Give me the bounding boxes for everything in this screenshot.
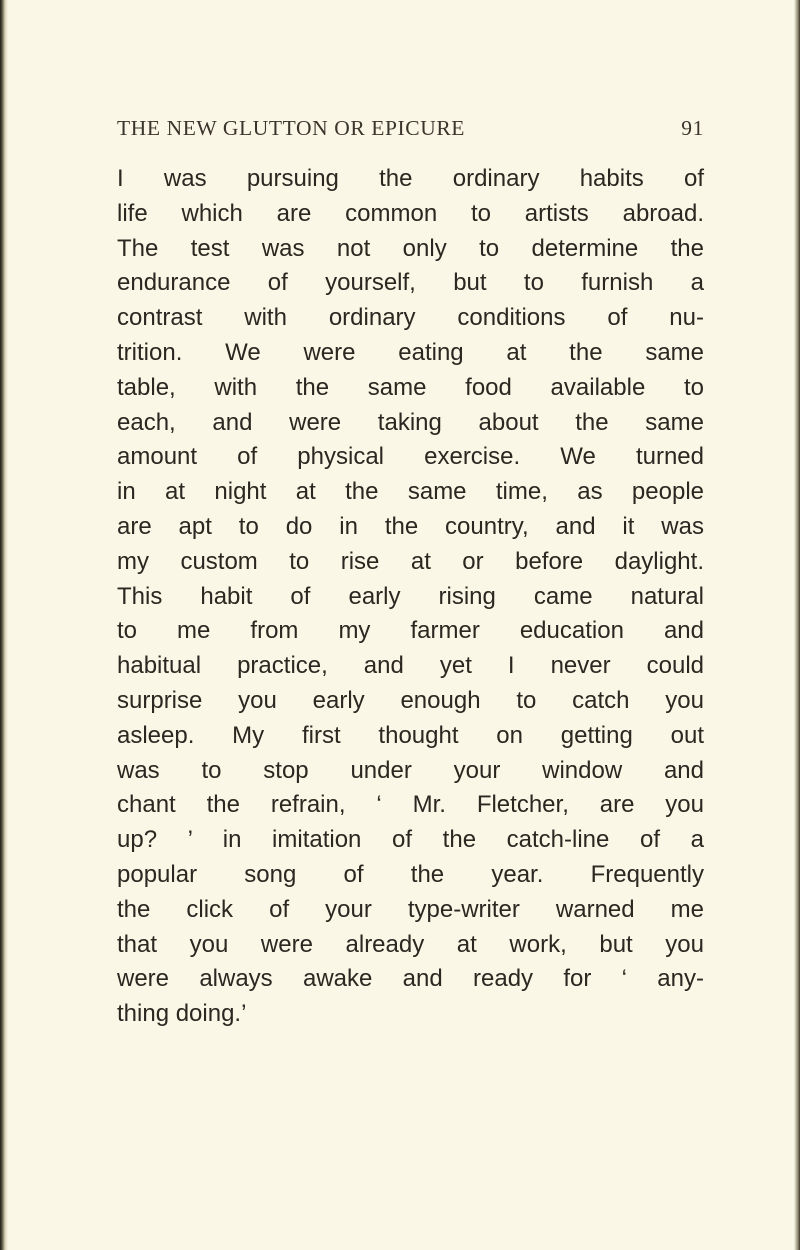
text-line: surprise you early enough to catch you [117,686,704,714]
text-line: This habit of early rising came natural [117,582,704,610]
text-line: that you were already at work, but you [117,930,704,958]
text-line: asleep. My first thought on getting out [117,721,704,749]
text-line: thing doing.’ [117,1000,247,1028]
text-line: table, with the same food available to [117,373,704,401]
text-line: to me from my farmer education and [117,617,704,645]
page-binding-shadow [0,0,8,1250]
text-line: endurance of yourself, but to furnish a [117,269,704,297]
text-line: the click of your type-writer warned me [117,895,704,923]
text-line: trition. We were eating at the same [117,338,704,366]
text-line: are apt to do in the country, and it was [117,512,704,540]
text-line: each, and were taking about the same [117,408,704,436]
body-paragraph [117,162,704,1032]
text-line: popular song of the year. Frequently [117,860,704,888]
text-line: were always awake and ready for ‘ any- [117,965,704,993]
text-line: life which are common to artists abroad. [117,199,704,227]
text-line: amount of physical exercise. We turned [117,443,704,471]
page-edge-shadow [794,0,800,1250]
page-number: 91 [681,116,704,140]
text-line: in at night at the same time, as people [117,478,704,506]
text-line: habitual practice, and yet I never could [117,652,704,680]
text-line: was to stop under your window and [117,756,704,784]
text-line: my custom to rise at or before daylight. [117,547,704,575]
text-line: I was pursuing the ordinary habits of [117,165,704,192]
text-line: up? ’ in imitation of the catch-line of a [117,826,704,854]
text-line: contrast with ordinary conditions of nu- [117,304,704,332]
running-header [117,116,704,146]
text-line: The test was not only to determine the [117,234,704,262]
running-title: THE NEW GLUTTON OR EPICURE [117,116,466,140]
text-line: chant the refrain, ‘ Mr. Fletcher, are you [117,791,704,819]
